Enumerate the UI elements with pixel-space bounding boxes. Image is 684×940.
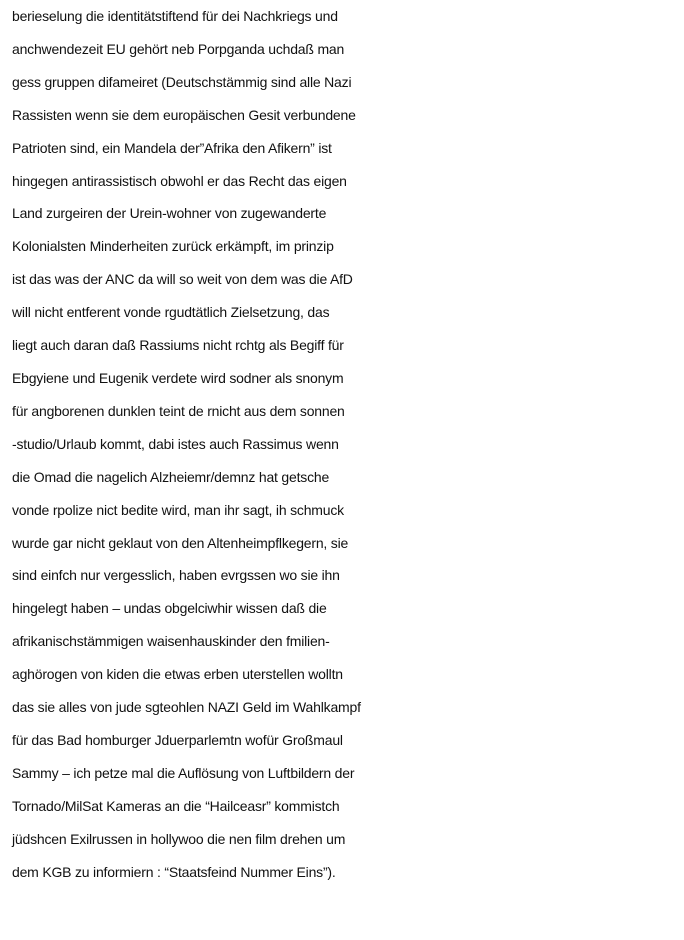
text-line: aghörogen von kiden die etwas erben uterstellen wolltn — [12, 666, 343, 683]
text-line: -studio/Urlaub kommt, dabi istes auch Rassimus wenn — [12, 435, 339, 452]
text-line: Rassisten wenn sie dem europäischen Gesit verbundene — [12, 106, 356, 123]
body-text — [12, 0, 684, 888]
text-line: wurde gar nicht geklaut von den Altenheimpflkegern, sie — [12, 534, 349, 551]
text-line: Sammy – ich petze mal die Auflösung von Luftbildern der — [12, 764, 355, 781]
text-line: ist das was der ANC da will so weit von dem was die AfD — [12, 271, 353, 288]
text-line: gess gruppen difameiret (Deutschstämmig sind alle Nazi — [12, 73, 352, 90]
text-line: berieselung die identitätstiftend für dei Nachkriegs und — [12, 8, 338, 24]
text-line: dem KGB zu informiern : “Staatsfeind Nummer Eins”). — [12, 863, 336, 880]
text-line: sind einfch nur vergesslich, haben evrgssen wo sie ihn — [12, 567, 340, 584]
text-line: Ebgyiene und Eugenik verdete wird sodner als snonym — [12, 369, 344, 386]
text-line: afrikanischstämmigen waisenhauskinder den fmilien- — [12, 633, 330, 650]
text-line: Patrioten sind, ein Mandela der”Afrika den Afikern” ist — [12, 139, 332, 156]
text-line: das sie alles von jude sgteohlen NAZI Geld im Wahlkampf — [12, 699, 361, 716]
text-line: die Omad die nagelich Alzheiemr/demnz hat getsche — [12, 468, 330, 485]
text-line: Tornado/MilSat Kameras an die “Hailceasr” kommistch — [12, 797, 340, 814]
text-line: für angborenen dunklen teint de rnicht aus dem sonnen — [12, 402, 345, 419]
text-line: anchwendezeit EU gehört neb Porpganda uchdaß man — [12, 40, 345, 57]
text-line: vonde rpolize nict bedite wird, man ihr sagt, ih schmuck — [12, 501, 344, 518]
text-line: für das Bad homburger Jduerparlemtn wofür Großmaul — [12, 731, 343, 748]
text-line: liegt auch daran daß Rassiums nicht rchtg als Begiff für — [12, 337, 344, 354]
text-line: hingegen antirassistisch obwohl er das Recht das eigen — [12, 172, 347, 189]
text-line: Land zurgeiren der Urein-wohner von zugewanderte — [12, 205, 327, 222]
text-line: will nicht entferent vonde rgudtätlich Zielsetzung, das — [12, 304, 330, 321]
text-line: Kolonialsten Minderheiten zurück erkämpft, im prinzip — [12, 238, 334, 255]
text-line: hingelegt haben – undas obgelciwhir wissen daß die — [12, 600, 327, 617]
text-line: jüdshcen Exilrussen in hollywoo die nen film drehen um — [12, 830, 346, 847]
